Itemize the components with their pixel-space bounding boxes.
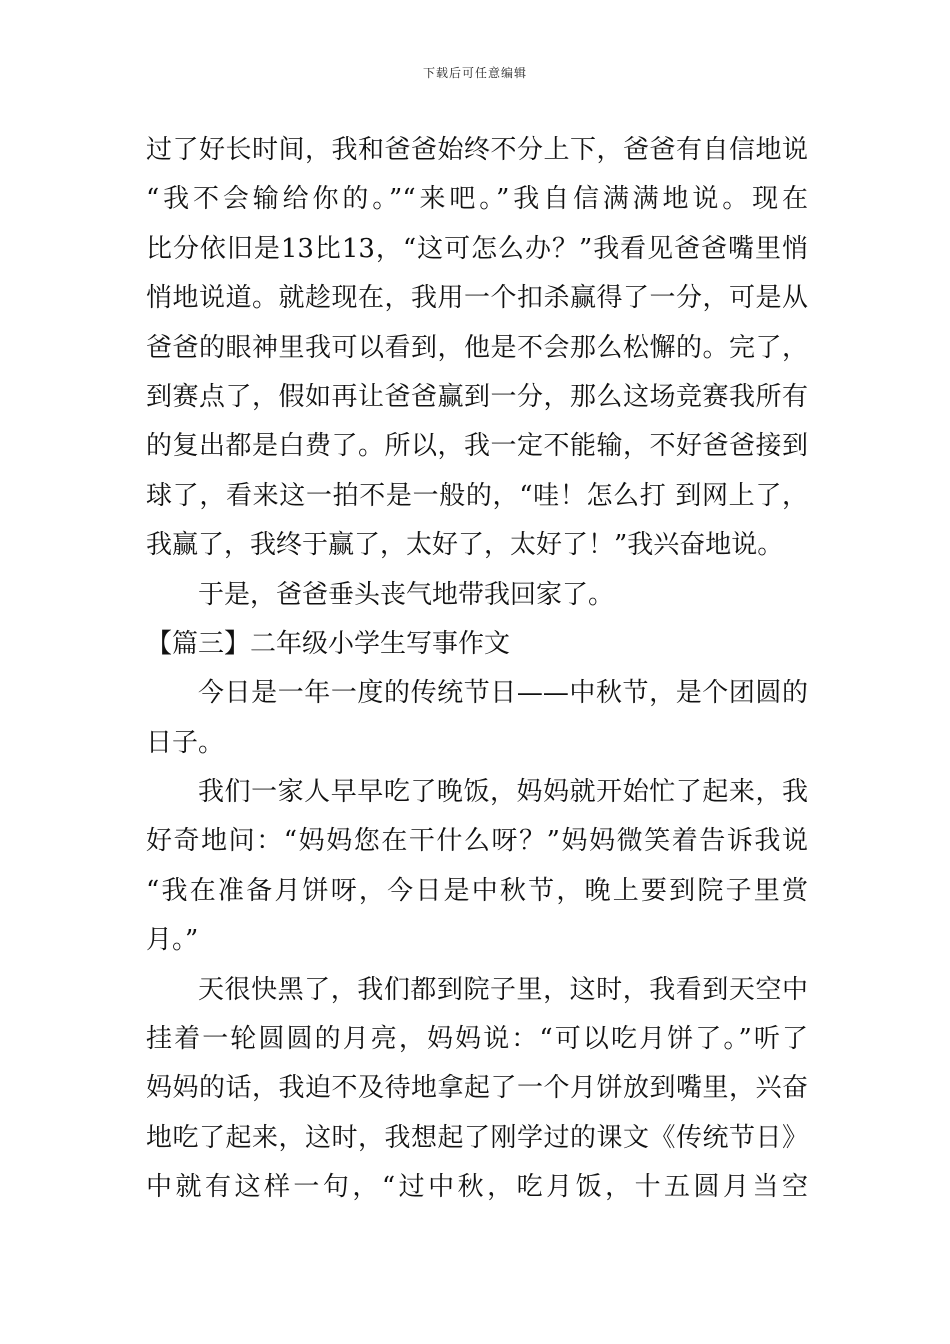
text-line: 【篇三】二年级小学生写事作文 — [146, 628, 511, 659]
text-line: 我们一家人早早吃了晚饭，妈妈就开始忙了起来，我 — [198, 777, 808, 808]
document-body — [146, 126, 808, 1213]
text-line: 悄地说道。就趁现在，我用一个扣杀赢得了一分，可是从 — [146, 283, 808, 314]
text-line: 于是，爸爸垂头丧气地带我回家了。 — [198, 579, 615, 610]
text-line: 挂着一轮圆圆的月亮，妈妈说：“可以吃月饼了。”听了 — [146, 1024, 808, 1055]
text-line: 比分依旧是13比13，“这可怎么办？”我看见爸爸嘴里悄 — [146, 233, 808, 264]
text-line: 天很快黑了，我们都到院子里，这时，我看到天空中 — [198, 974, 808, 1005]
text-line: 我赢了，我终于赢了，太好了，太好了！”我兴奋地说。 — [146, 530, 784, 561]
text-line: 爸爸的眼神里我可以看到，他是不会那么松懈的。完了， — [146, 332, 808, 363]
text-line: 今日是一年一度的传统节日——中秋节，是个团圆的 — [198, 678, 808, 709]
text-line: 日子。 — [146, 727, 225, 758]
text-line: 好奇地问：“妈妈您在干什么呀？”妈妈微笑着告诉我说 — [146, 826, 808, 857]
page-header: 下载后可任意编辑 — [422, 66, 527, 80]
text-line: “我不会输给你的。”“来吧。”我自信满满地说。现在 — [146, 184, 808, 215]
text-line: 球了，看来这一拍不是一般的，“哇！怎么打 到网上了， — [146, 480, 808, 511]
text-line: 过了好长时间，我和爸爸始终不分上下，爸爸有自信地说 — [146, 135, 808, 165]
text-line: 妈妈的话，我迫不及待地拿起了一个月饼放到嘴里，兴奋 — [146, 1073, 808, 1104]
text-line: 月。” — [146, 925, 199, 956]
text-line: “我在准备月饼呀，今日是中秋节，晚上要到院子里赏 — [146, 875, 808, 906]
text-line: 中就有这样一句，“过中秋，吃月饭，十五圆月当空 — [146, 1172, 808, 1203]
text-line: 的复出都是白费了。所以，我一定不能输，不好爸爸接到 — [146, 431, 808, 462]
text-line: 地吃了起来，这时，我想起了刚学过的课文《传统节日》 — [146, 1122, 808, 1153]
text-line: 到赛点了，假如再让爸爸赢到一分，那么这场竞赛我所有 — [146, 381, 808, 412]
